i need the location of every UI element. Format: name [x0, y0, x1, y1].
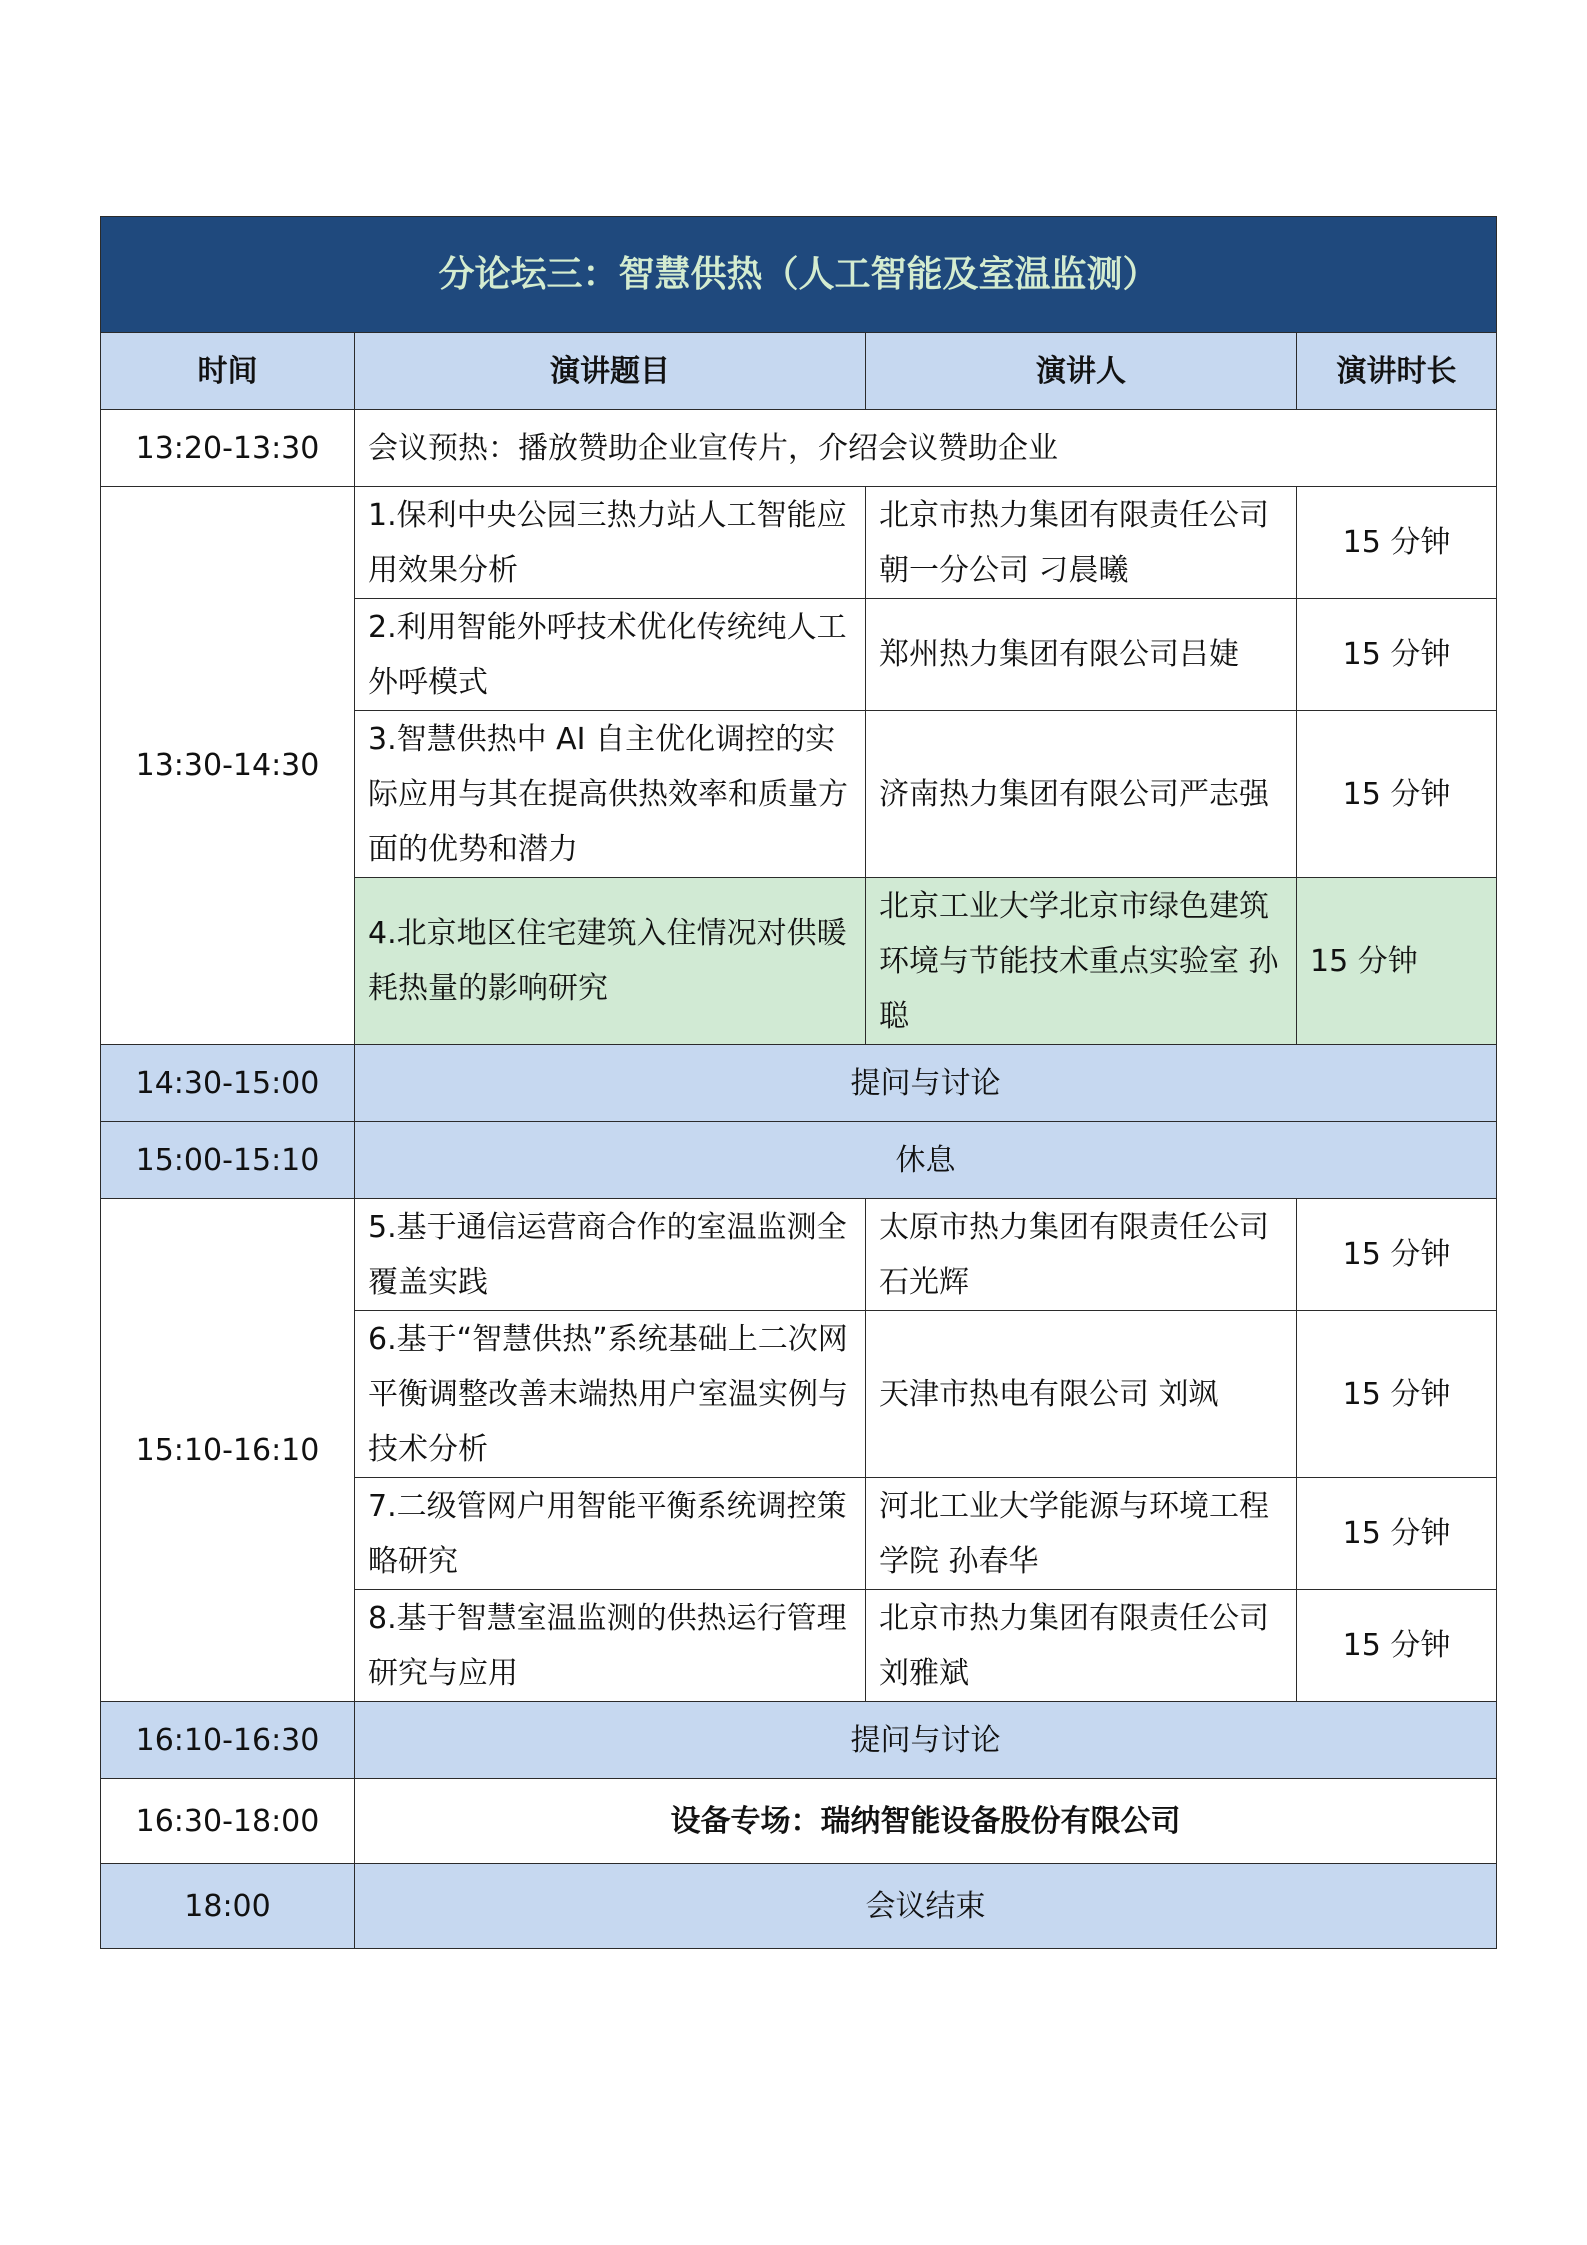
talk-duration: 15 分钟 [1297, 878, 1497, 1045]
forum-title: 分论坛三：智慧供热（人工智能及室温监测） [101, 217, 1497, 333]
opening-text: 会议预热：播放赞助企业宣传片，介绍会议赞助企业 [355, 410, 1497, 487]
talk-duration: 15 分钟 [1297, 1590, 1497, 1702]
opening-row [101, 410, 1497, 487]
talk-speaker: 郑州热力集团有限公司吕婕 [866, 599, 1297, 711]
table-row [101, 1199, 1497, 1311]
qa-row [101, 1045, 1497, 1122]
talk-duration: 15 分钟 [1297, 599, 1497, 711]
equipment-row [101, 1779, 1497, 1864]
break-text: 休息 [355, 1122, 1497, 1199]
talk-topic: 2.利用智能外呼技术优化传统纯人工外呼模式 [355, 599, 866, 711]
talk-topic: 1.保利中央公园三热力站人工智能应用效果分析 [355, 487, 866, 599]
header-speaker: 演讲人 [866, 333, 1297, 410]
title-row [101, 217, 1497, 333]
talk-speaker: 济南热力集团有限公司严志强 [866, 711, 1297, 878]
qa-text: 提问与讨论 [355, 1702, 1497, 1779]
talk-duration: 15 分钟 [1297, 1478, 1497, 1590]
time-cell: 16:30-18:00 [101, 1779, 355, 1864]
talk-duration: 15 分钟 [1297, 487, 1497, 599]
qa-row [101, 1702, 1497, 1779]
talk-topic: 7.二级管网户用智能平衡系统调控策略研究 [355, 1478, 866, 1590]
time-cell: 16:10-16:30 [101, 1702, 355, 1779]
talk-topic: 8.基于智慧室温监测的供热运行管理研究与应用 [355, 1590, 866, 1702]
talk-topic: 5.基于通信运营商合作的室温监测全覆盖实践 [355, 1199, 866, 1311]
time-cell: 13:30-14:30 [101, 487, 355, 1045]
talk-speaker: 天津市热电有限公司 刘飒 [866, 1311, 1297, 1478]
header-row [101, 333, 1497, 410]
talk-speaker: 北京工业大学北京市绿色建筑环境与节能技术重点实验室 孙聪 [866, 878, 1297, 1045]
qa-text: 提问与讨论 [355, 1045, 1497, 1122]
talk-duration: 15 分钟 [1297, 1199, 1497, 1311]
header-time: 时间 [101, 333, 355, 410]
talk-speaker: 北京市热力集团有限责任公司 刘雅斌 [866, 1590, 1297, 1702]
talk-topic: 3.智慧供热中 AI 自主优化调控的实际应用与其在提高供热效率和质量方面的优势和潜力 [355, 711, 866, 878]
talk-topic: 6.基于“智慧供热”系统基础上二次网平衡调整改善末端热用户室温实例与技术分析 [355, 1311, 866, 1478]
table-row [101, 487, 1497, 599]
talk-duration: 15 分钟 [1297, 711, 1497, 878]
header-duration: 演讲时长 [1297, 333, 1497, 410]
header-topic: 演讲题目 [355, 333, 866, 410]
equipment-text: 设备专场：瑞纳智能设备股份有限公司 [355, 1779, 1497, 1864]
closing-row [101, 1864, 1497, 1949]
schedule-table [100, 216, 1497, 1949]
break-row [101, 1122, 1497, 1199]
talk-topic: 4.北京地区住宅建筑入住情况对供暖耗热量的影响研究 [355, 878, 866, 1045]
time-cell: 15:00-15:10 [101, 1122, 355, 1199]
talk-speaker: 北京市热力集团有限责任公司朝一分公司 刁晨曦 [866, 487, 1297, 599]
talk-duration: 15 分钟 [1297, 1311, 1497, 1478]
talk-speaker: 太原市热力集团有限责任公司 石光辉 [866, 1199, 1297, 1311]
time-cell: 18:00 [101, 1864, 355, 1949]
time-cell: 13:20-13:30 [101, 410, 355, 487]
time-cell: 15:10-16:10 [101, 1199, 355, 1702]
closing-text: 会议结束 [355, 1864, 1497, 1949]
talk-speaker: 河北工业大学能源与环境工程学院 孙春华 [866, 1478, 1297, 1590]
time-cell: 14:30-15:00 [101, 1045, 355, 1122]
